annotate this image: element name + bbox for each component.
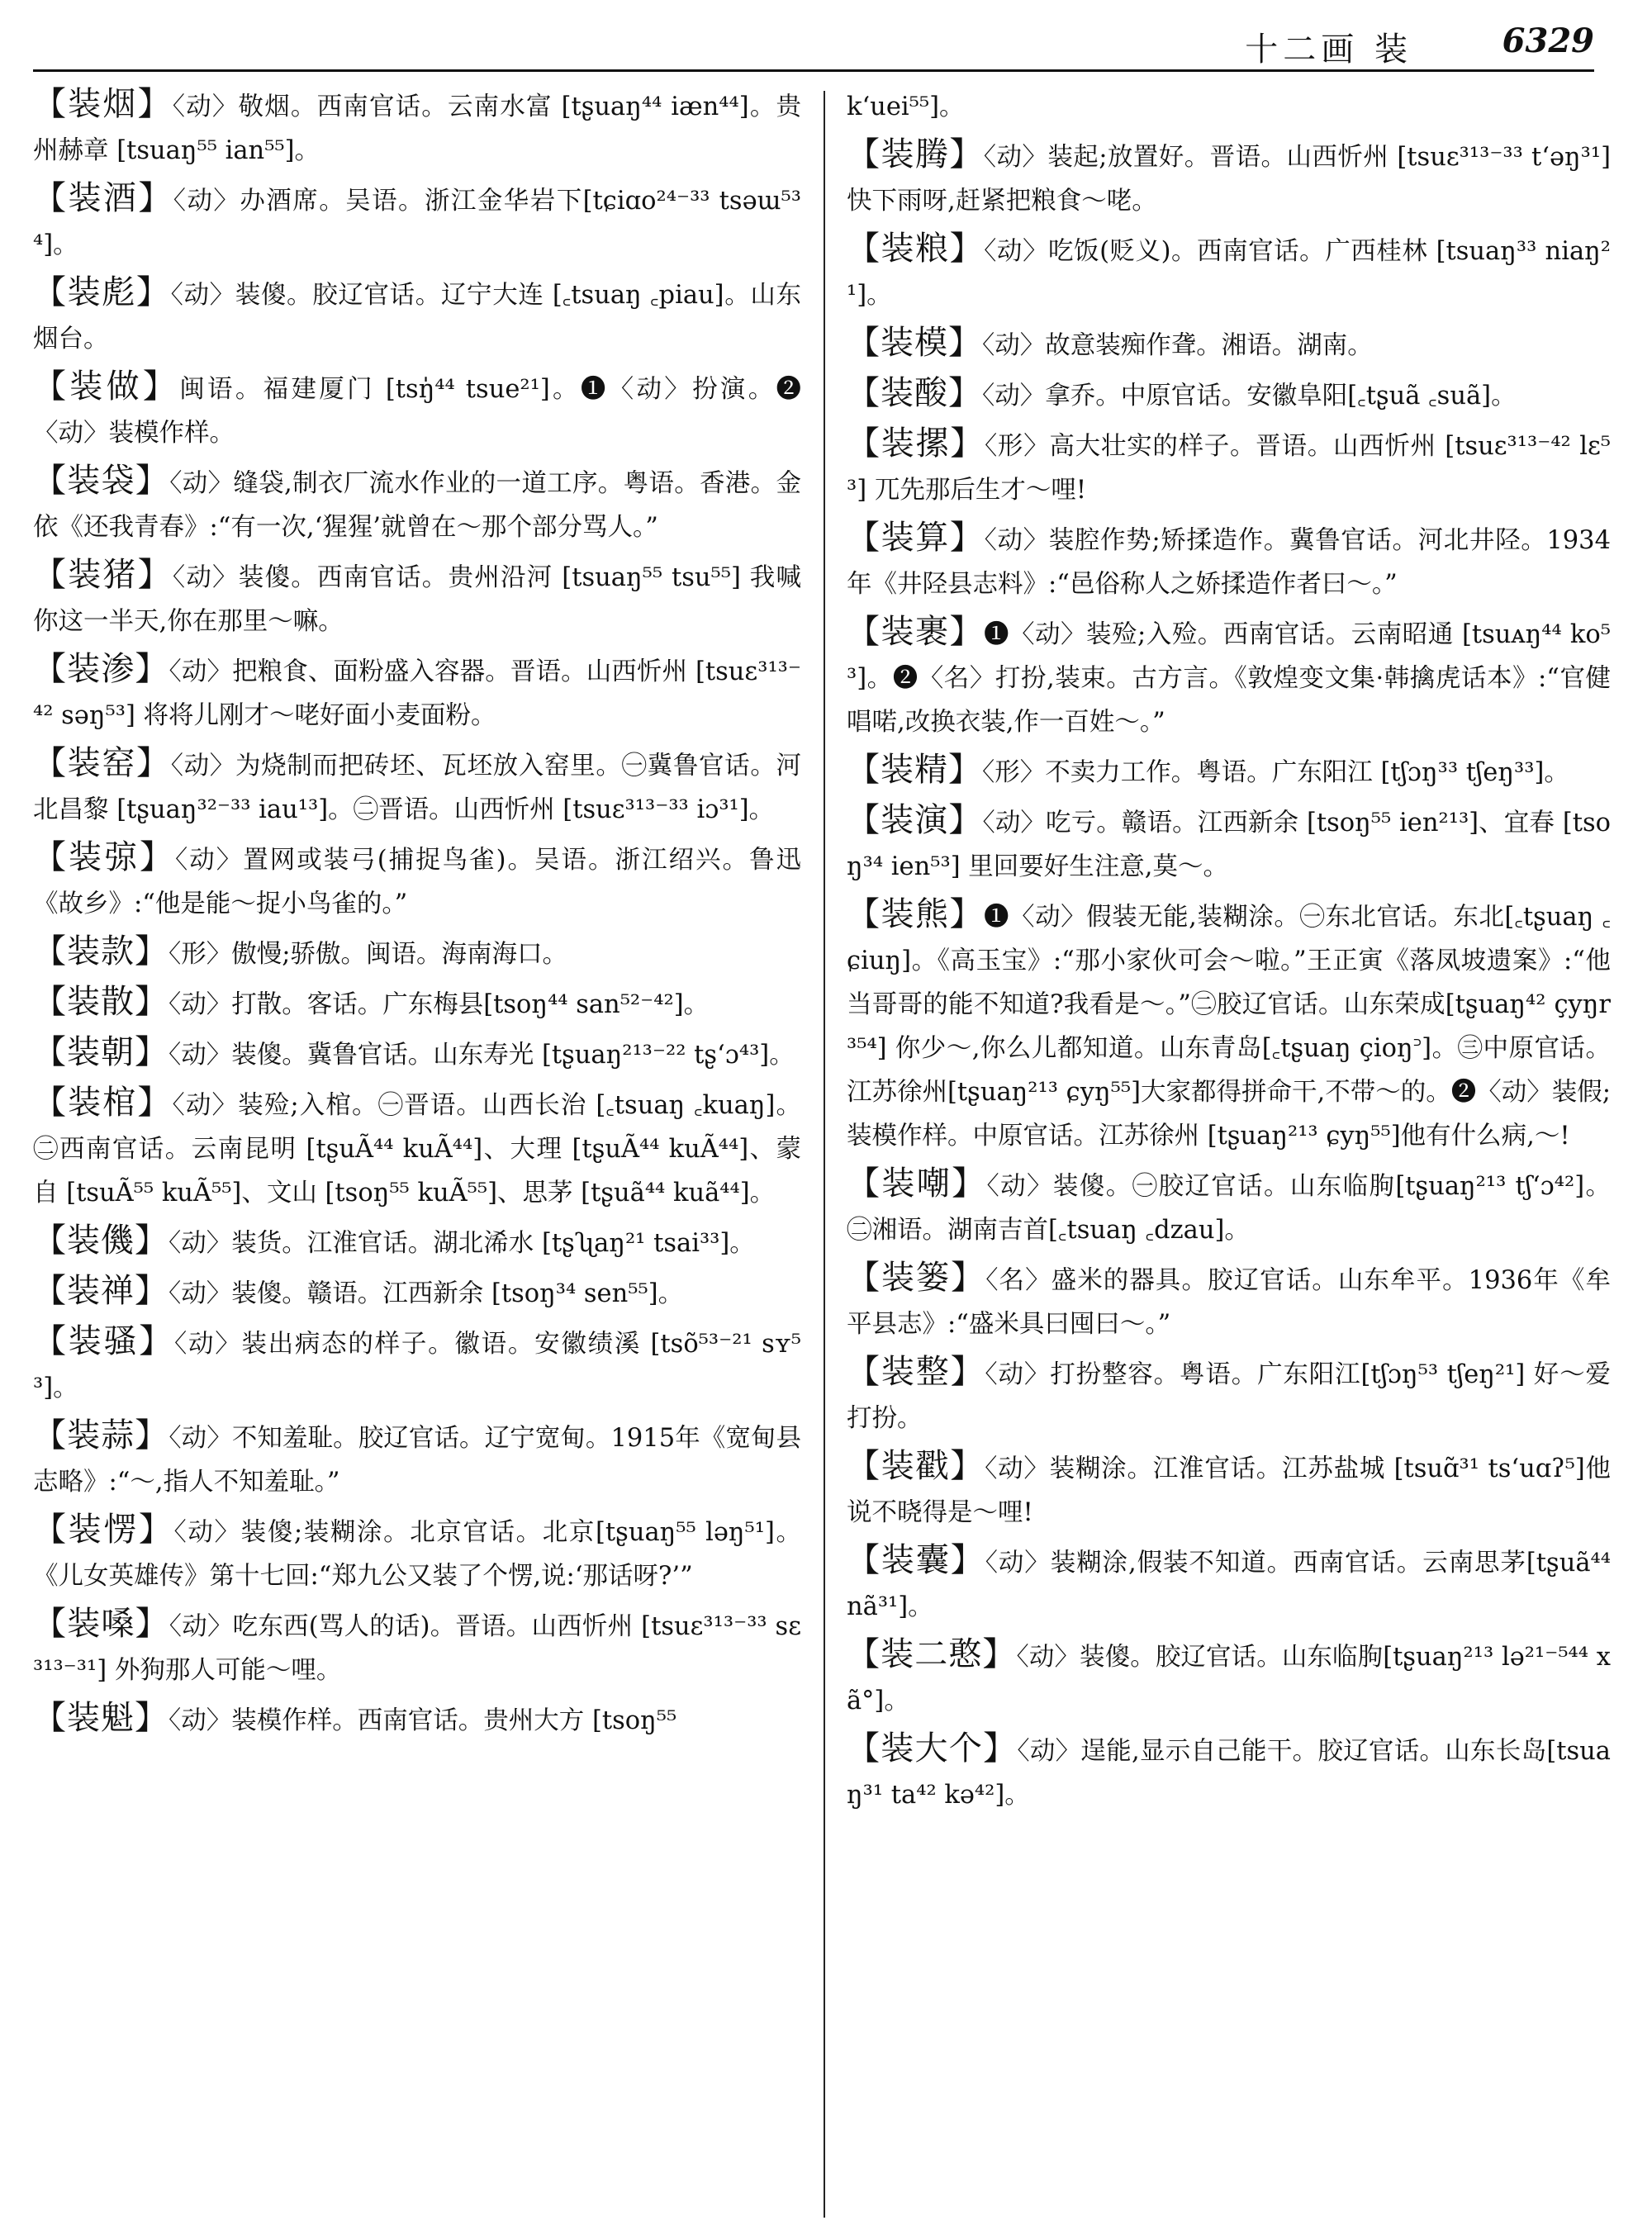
entry-definition: 〈动〉装糊涂,假装不知道。西南官话。云南思茅[tʂuã⁴⁴ nã³¹]。 <box>847 1549 1611 1621</box>
entry-definition: 〈名〉盛米的器具。胶辽官话。山东牟平。1936年《牟平县志》:“盛米具曰囤曰～。” <box>847 1266 1611 1339</box>
dictionary-entry <box>33 1031 801 1077</box>
entry-definition: 〈动〉缝袋,制衣厂流水作业的一道工序。粤语。香港。金依《还我青春》:“有一次,‘猩猩’就曾在～那个部分骂人。” <box>33 469 801 542</box>
entry-headword: 【装熊】 <box>847 895 985 933</box>
entry-definition: 〈动〉装腔作势;矫揉造作。冀鲁官话。河北井陉。1934年《井陉县志料》:“邑俗称人之娇揉造作者曰～。” <box>847 526 1611 599</box>
entry-definition: 〈动〉装殓;入棺。㊀晋语。山西长治 [꜀tsuaŋ ꜀kuaŋ]。㊁西南官话。云南昆明 [tʂuÃ⁴⁴ kuÃ⁴⁴]、大理 [tʂuÃ⁴⁴ kuÃ⁴⁴]、蒙自 [tsuÃ⁵⁵ kuÃ⁵⁵]、文山 [tsoŋ⁵⁵ kuÃ⁵⁵]、思茅 [tʂuã⁴⁴ kuã⁴⁴]。 <box>33 1091 801 1208</box>
dictionary-entry <box>33 648 801 738</box>
dictionary-entry <box>33 1269 801 1316</box>
entry-headword: 【装棺】 <box>33 1084 173 1122</box>
entry-definition: 〈动〉装糊涂。江淮官话。江苏盐城 [tsuɑ̃³¹ tsʻuɑʔ⁵]他说不晓得是～哩! <box>847 1454 1611 1527</box>
entry-definition: 〈动〉吃亏。赣语。江西新余 [tsoŋ⁵⁵ ien²¹³]、宜春 [tsoŋ³⁴ ien⁵³] 里回要好生注意,莫～。 <box>847 809 1611 881</box>
dictionary-entry <box>847 610 1611 744</box>
dictionary-entry <box>847 1256 1611 1346</box>
dictionary-entry <box>33 1320 801 1410</box>
dictionary-entry <box>847 372 1611 418</box>
dictionary-entry <box>33 1081 801 1215</box>
entry-definition: 〈动〉故意装痴作聋。湘语。湖南。 <box>982 331 1373 360</box>
entry-definition: 〈动〉装傻。赣语。江西新余 [tsoŋ³⁴ sen⁵⁵]。 <box>169 1279 684 1308</box>
entry-definition: ❶〈动〉装殓;入殓。西南官话。云南昭通 [tsuᴀŋ⁴⁴ ko⁵³]。❷〈名〉打扮,装束。古方言。《敦煌变文集·韩擒虎话本》:“官健唱喏,改换衣装,作一百姓～。” <box>847 620 1611 737</box>
entry-headword: 【装禅】 <box>33 1272 169 1310</box>
entry-definition: 〈动〉为烧制而把砖坯、瓦坯放入窑里。㊀冀鲁官话。河北昌黎 [tʂuaŋ³²⁻³³ iau¹³]。㊁晋语。山西忻州 [tsuɛ³¹³⁻³³ iɔ³¹]。 <box>33 752 801 824</box>
entry-headword: 【装渗】 <box>33 650 169 688</box>
dictionary-entry <box>847 1350 1611 1440</box>
dictionary-entry <box>847 227 1611 317</box>
entry-headword: 【装模】 <box>847 324 982 362</box>
entry-headword: 【装款】 <box>33 932 169 970</box>
dictionary-entry <box>847 748 1611 795</box>
entry-definition: 〈形〉傲慢;骄傲。闽语。海南海口。 <box>169 940 568 969</box>
entry-definition: kʻuei⁵⁵]。 <box>847 93 965 121</box>
entry-definition: 〈形〉高大壮实的样子。晋语。山西忻州 [tsuɛ³¹³⁻⁴² lɛ⁵³] 兀先那后生才～哩! <box>847 432 1611 505</box>
entry-definition: 〈动〉打扮整容。粤语。广东阳江[tʃɔŋ⁵³ tʃeŋ²¹] 好～爱打扮。 <box>847 1360 1611 1433</box>
entry-headword: 【装散】 <box>33 983 169 1021</box>
dictionary-entry <box>33 1414 801 1504</box>
entry-definition: 〈动〉办酒席。吴语。浙江金华岩下[tɕiɑo²⁴⁻³³ tsəɯ⁵³⁴]。 <box>33 187 801 259</box>
entry-definition: 〈动〉打散。客话。广东梅县[tsoŋ⁴⁴ san⁵²⁻⁴²]。 <box>169 990 710 1019</box>
dictionary-entry <box>847 1727 1611 1817</box>
entry-headword: 【装囊】 <box>847 1541 985 1579</box>
dictionary-entry <box>847 1539 1611 1629</box>
dictionary-entry <box>33 1508 801 1598</box>
dictionary-entry <box>847 1162 1611 1252</box>
dictionary-entry <box>847 893 1611 1158</box>
entry-headword: 【装窑】 <box>33 744 171 782</box>
entry-headword: 【装朝】 <box>33 1033 169 1071</box>
entry-headword: 【装大个】 <box>847 1729 1018 1767</box>
dictionary-entry <box>33 177 801 267</box>
entry-headword: 【装酸】 <box>847 374 982 412</box>
entry-headword: 【装酒】 <box>33 179 173 217</box>
entry-definition: 〈动〉不知羞耻。胶辽官话。辽宁宽甸。1915年《宽甸县志略》:“～,指人不知羞耻。” <box>33 1424 801 1497</box>
entry-headword: 【装僟】 <box>33 1222 169 1260</box>
entry-definition: ❶〈动〉假装无能,装糊涂。㊀东北官话。东北[꜀tʂuaŋ ꜀ɕiuŋ]。《高玉宝》:“那小家伙可会～啦。”王正寅《落凤坡遗案》:“他当哥哥的能不知道?我看是～。”㊁胶辽官话。山东荣成[tʂuaŋ⁴² çyŋr³⁵⁴] 你少～,你么儿都知道。山东青岛[꜀tʂuaŋ çioŋ꜄]。㊂中原官话。江苏徐州[tʂuaŋ²¹³ ɕyŋ⁵⁵]大家都得拼命干,不带～的。❷〈动〉装假;装模作样。中原官话。江苏徐州 [tʂuaŋ²¹³ ɕyŋ⁵⁵]他有什么病,～! <box>847 903 1611 1151</box>
dictionary-entry <box>33 930 801 976</box>
dictionary-entry <box>33 83 801 173</box>
entry-definition: 〈动〉装傻。西南官话。贵州沿河 [tsuaŋ⁵⁵ tsu⁵⁵] 我喊你这一半天,你在那里～嘛。 <box>33 563 801 636</box>
entry-headword: 【装演】 <box>847 801 983 839</box>
entry-definition: 〈动〉吃饭(贬义)。西南官话。广西桂林 [tsuaŋ³³ niaŋ²¹]。 <box>847 237 1611 310</box>
entry-headword: 【装做】 <box>33 368 180 406</box>
entry-definition: 〈动〉装傻。㊀胶辽官话。山东临朐[tʂuaŋ²¹³ tʃʻɔ⁴²]。㊁湘语。湖南吉首[꜀tsuaŋ ꜀dzau]。 <box>847 1172 1611 1245</box>
entry-definition: 〈动〉敬烟。西南官话。云南水富 [tʂuaŋ⁴⁴ iæn⁴⁴]。贵州赫章 [tsuaŋ⁵⁵ ian⁵⁵]。 <box>33 93 801 165</box>
entry-headword: 【装嘲】 <box>847 1165 987 1203</box>
entry-headword: 【装精】 <box>847 751 982 789</box>
entry-definition: 〈动〉装货。江淮官话。湖北浠水 [tʂʯaŋ²¹ tsai³³]。 <box>169 1229 755 1258</box>
entry-definition: 闽语。福建厦门 [tsŋ̍⁴⁴ tsue²¹]。❶〈动〉扮演。❷〈动〉装模作样。 <box>33 375 801 448</box>
dictionary-entry <box>847 422 1611 512</box>
dictionary-entry <box>847 133 1611 223</box>
entry-headword: 【装戳】 <box>847 1447 985 1485</box>
entry-headword: 【装蒜】 <box>33 1416 169 1454</box>
entry-definition: 〈动〉装起;放置好。晋语。山西忻州 [tsuɛ³¹³⁻³³ tʻəŋ³¹] 快下雨呀,赶紧把粮食～咾。 <box>847 143 1611 216</box>
dictionary-entry <box>33 1602 801 1692</box>
entry-headword: 【装猪】 <box>33 556 173 594</box>
left-column <box>33 83 801 2218</box>
dictionary-entry <box>33 742 801 832</box>
entry-headword: 【装整】 <box>847 1353 985 1391</box>
dictionary-entry <box>33 836 801 926</box>
page-header <box>33 18 1594 72</box>
entry-headword: 【装篓】 <box>847 1259 986 1297</box>
column-divider <box>824 91 825 2218</box>
dictionary-entry <box>847 83 1611 129</box>
right-column <box>847 83 1611 2218</box>
dictionary-entry <box>847 1633 1611 1723</box>
entry-headword: 【装愣】 <box>33 1511 174 1549</box>
page-number: 6329 <box>1502 21 1594 60</box>
dictionary-entry <box>847 321 1611 368</box>
dictionary-entry <box>847 799 1611 889</box>
dictionary-entry <box>33 459 801 549</box>
entry-definition: 〈动〉拿乔。中原官话。安徽阜阳[꜀tʂuã ꜀suã]。 <box>982 382 1517 410</box>
entry-headword: 【装骚】 <box>33 1322 174 1360</box>
entry-definition: 〈动〉装模作样。西南官话。贵州大方 [tsoŋ⁵⁵ <box>169 1706 677 1735</box>
entry-headword: 【装摞】 <box>847 425 985 463</box>
entry-definition: 〈动〉吃东西(骂人的话)。晋语。山西忻州 [tsuɛ³¹³⁻³³ sɛ³¹³⁻³¹] 外狗那人可能～哩。 <box>33 1612 801 1685</box>
entry-headword: 【装腾】 <box>847 135 984 173</box>
entry-headword: 【装粮】 <box>847 230 985 268</box>
entry-definition: 〈形〉不卖力工作。粤语。广东阳江 [tʃɔŋ³³ tʃeŋ³³]。 <box>982 758 1569 787</box>
dictionary-entry <box>33 553 801 643</box>
entry-definition: 〈动〉装傻。胶辽官话。山东临朐[tʂuaŋ²¹³ lə²¹⁻⁵⁴⁴ xã°]。 <box>847 1643 1611 1715</box>
entry-headword: 【装彪】 <box>33 273 171 311</box>
entry-definition: 〈动〉装傻。冀鲁官话。山东寿光 [tʂuaŋ²¹³⁻²² tʂʻɔ⁴³]。 <box>169 1041 795 1070</box>
entry-headword: 【装裹】 <box>847 613 984 651</box>
dictionary-entry <box>33 271 801 361</box>
entry-definition: 〈动〉装傻;装糊涂。北京官话。北京[tʂuaŋ⁵⁵ ləŋ⁵¹]。《儿女英雄传》第十七回:“郑九公又装了个愣,说:‘那话呀?’” <box>33 1518 801 1591</box>
dictionary-entry <box>33 1696 801 1743</box>
entry-headword: 【装魁】 <box>33 1699 169 1737</box>
entry-headword: 【装二憨】 <box>847 1635 1017 1673</box>
entry-headword: 【装袋】 <box>33 462 170 500</box>
entry-definition: 〈动〉置网或装弓(捕捉鸟雀)。吴语。浙江绍兴。鲁迅《故乡》:“他是能～捉小鸟雀的。” <box>33 846 801 918</box>
entry-definition: 〈动〉把粮食、面粉盛入容器。晋语。山西忻州 [tsuɛ³¹³⁻⁴² səŋ⁵³] 将将儿刚才～咾好面小麦面粉。 <box>33 657 801 730</box>
dictionary-entry <box>33 365 801 455</box>
dictionary-entry <box>33 1219 801 1265</box>
dictionary-entry <box>847 1445 1611 1535</box>
dictionary-entry <box>847 516 1611 606</box>
dictionary-entry <box>33 980 801 1027</box>
entry-definition: 〈动〉装傻。胶辽官话。辽宁大连 [꜀tsuaŋ ꜀piau]。山东烟台。 <box>33 281 801 353</box>
section-heading: 十二画 装 <box>1245 31 1412 69</box>
entry-definition: 〈动〉装出病态的样子。徽语。安徽绩溪 [tsõ⁵³⁻²¹ sʏ⁵³]。 <box>33 1330 801 1402</box>
entry-headword: 【装弶】 <box>33 838 175 876</box>
entry-headword: 【装算】 <box>847 519 985 557</box>
entry-headword: 【装烟】 <box>33 85 173 123</box>
entry-definition: 〈动〉逞能,显示自己能干。胶辽官话。山东长岛[tsuaŋ³¹ ta⁴² kə⁴²]。 <box>847 1737 1611 1810</box>
entry-headword: 【装嗓】 <box>33 1605 169 1643</box>
